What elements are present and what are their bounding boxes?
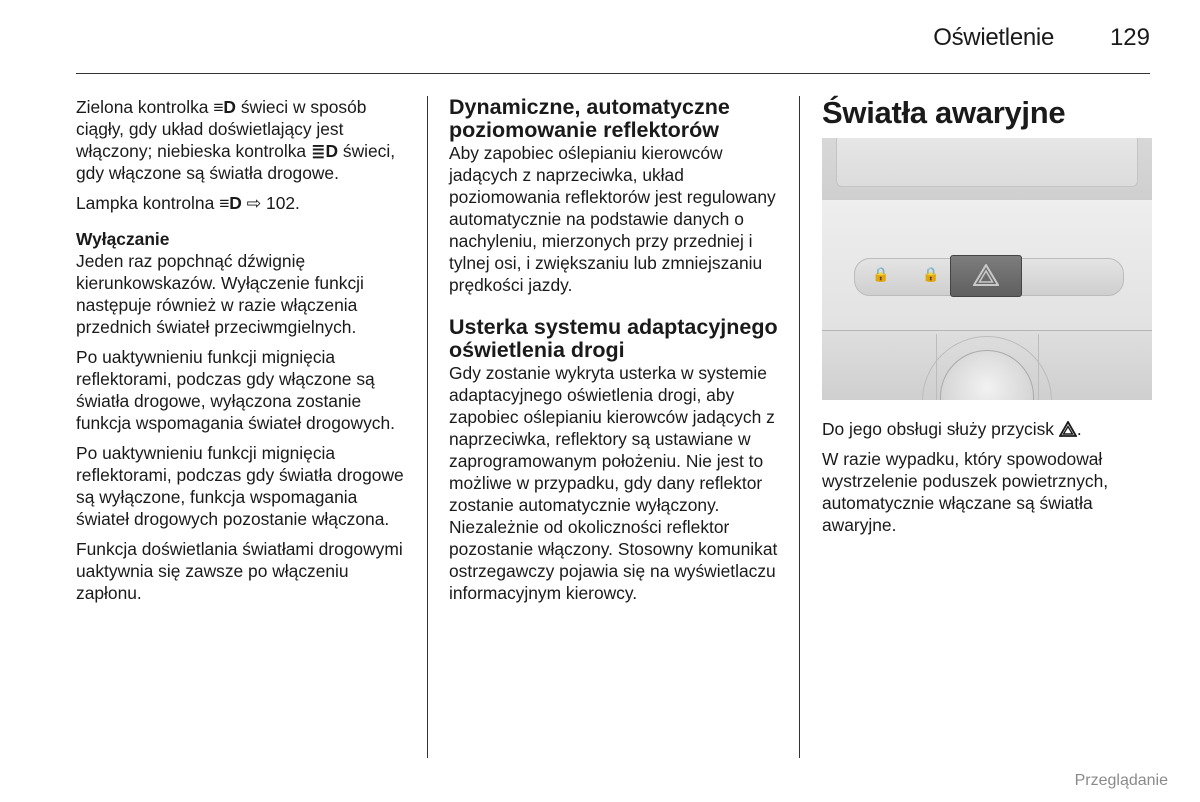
paragraph: Po uaktywnieniu funkcji mignięcia reflektorami, podczas gdy włączone są światła drogowe, wyłączona zostanie funkcja wspomagania świateł drogowych. [76, 347, 395, 433]
heading-hazard-lights: Światła awaryjne [822, 95, 1066, 130]
paragraph: Gdy zostanie wykryta usterka w systemie adaptacyjnego oświetlenia drogi, aby zapobiec oślepianiu kierowców jadących z naprzeciwka, reflektory są ustawiane w zaprogramowanym położeniu. Nie jest to możliwe w przypadku, gdy dany reflektor zostanie automatycznie wyłączony. Niezależnie od okoliczności reflektor pozostanie włączony. Stosowny komunikat ostrzegawczy pojawia się na wyświetlaczu informacyjnym kierowcy. [449, 363, 778, 603]
paragraph: Jeden raz popchnąć dźwignię kierunkowskazów. Wyłączenie funkcji następuje również w razie włączenia przednich świateł przeciwmgielnych. [76, 251, 364, 337]
paragraph: W razie wypadku, który spowodował wystrzelenie poduszek powietrznych, automatycznie włączane są światła awaryjne. [822, 449, 1109, 535]
subheading-switch-off: Wyłączanie [76, 229, 170, 249]
hazard-button [950, 255, 1022, 297]
heading-system-fault: Usterka systemu adaptacyjnego oświetlenia drogi [449, 315, 778, 362]
column-divider-1 [427, 96, 428, 758]
column-divider-2 [799, 96, 800, 758]
watermark-text: Przeglądanie [1074, 772, 1168, 789]
paragraph: Aby zapobiec oślepianiu kierowców jadących z naprzeciwka, układ poziomowania reflektorów jest regulowany automatycznie na podstawie danych o nachyleniu, mierzonych przy przedniej i tylnej osi, i zwiększaniu lub zmniejszaniu prędkości jazdy. [449, 143, 776, 295]
column-left [76, 96, 408, 612]
paragraph-indicator: Zielona kontrolka ≡D świeci w sposób ciągły, gdy układ doświetlający jest włączony; niebieska kontrolka ≣D świeci, gdy włączone są światła drogowe. [76, 97, 396, 183]
high-beam-icon: ≣D [310, 141, 339, 161]
hazard-triangle-icon [973, 264, 999, 286]
hazard-triangle-icon [1059, 421, 1077, 437]
paragraph-control-lamp: Lampka kontrolna ≡D ⇨ 102. [76, 193, 300, 213]
page-number: 129 [1109, 24, 1150, 51]
page-header [76, 24, 1150, 54]
paragraph: Funkcja doświetlania światłami drogowymi uaktywnia się zawsze po włączeniu zapłonu. [76, 539, 403, 603]
page-reference: ⇨ 102. [241, 193, 300, 213]
lock-icon: 🔒 [922, 266, 940, 282]
high-beam-assist-icon: ≡D [213, 97, 236, 117]
column-middle [449, 96, 779, 612]
section-title: Oświetlenie [933, 24, 1054, 51]
hazard-switch-photo [822, 138, 1152, 400]
paragraph: Po uaktywnieniu funkcji mignięcia reflektorami, podczas gdy światła drogowe są wyłączone, funkcja wspomagania świateł drogowych pozostanie włączona. [76, 443, 404, 529]
heading-dynamic-leveling: Dynamiczne, automatyczne poziomowanie reflektorów [449, 95, 730, 142]
high-beam-assist-icon: ≡D [219, 193, 242, 213]
column-right [822, 96, 1152, 544]
header-divider [76, 73, 1150, 74]
lock-icon: 🔒 [872, 266, 890, 282]
paragraph-button: Do jego obsługi służy przycisk . [822, 419, 1082, 439]
